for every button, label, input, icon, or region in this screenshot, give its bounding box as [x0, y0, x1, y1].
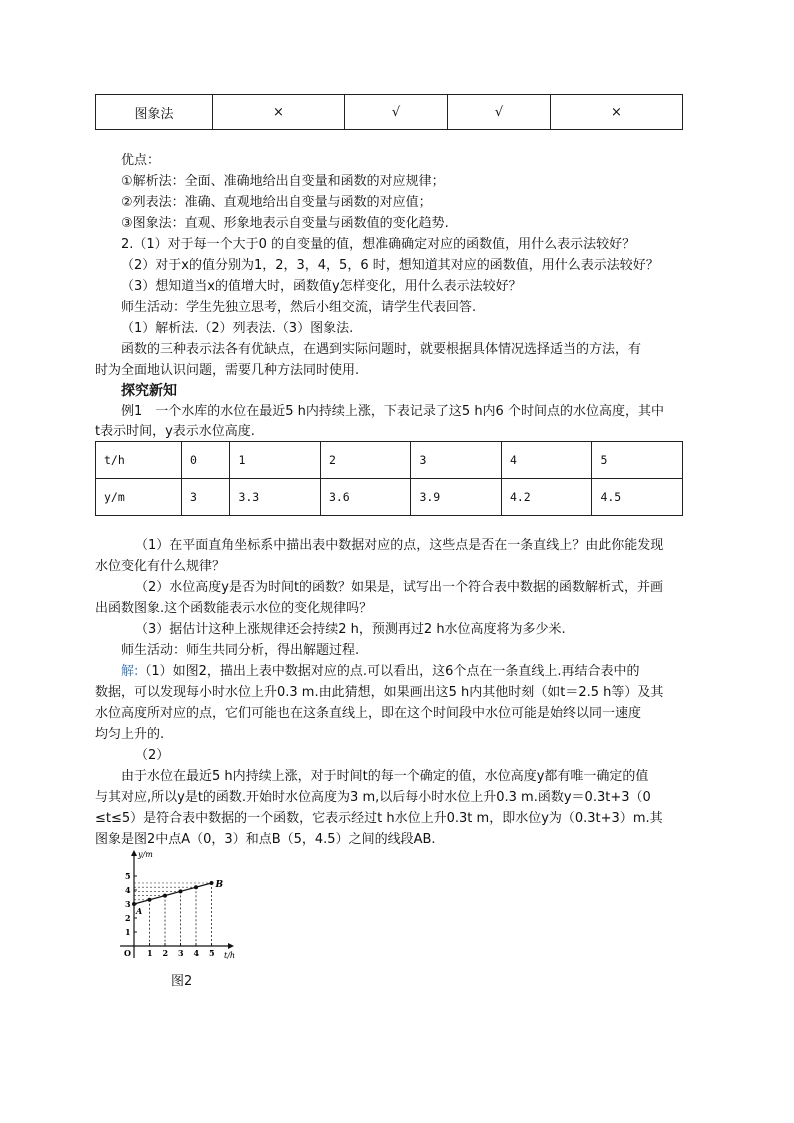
paragraph-line: 水位高度所对应的点，它们可能也在这条直线上，即在这个时间段中水位可能是始终以同一速度 [95, 706, 642, 721]
paragraph-line: （3）想知道当x的值增大时，函数值y怎样变化，用什么表示法较好？ [121, 279, 522, 294]
paragraph-line: 由于水位在最近5 h内持续上涨，对于时间t的每一个确定的值，水位高度y都有唯一确定的值 [121, 769, 649, 784]
paragraph-line: 图象是图2中点A（0，3）和点B（5，4.5）之间的线段AB. [95, 832, 436, 847]
table-cell: 4.2 [501, 479, 592, 516]
paragraph-line: （2）对于x的值分别为1，2，3，4，5，6 时，想知道其对应的函数值，用什么表示法较好？ [121, 258, 659, 273]
solution-label: 解: [121, 664, 139, 679]
table-cell: √ [447, 95, 550, 130]
paragraph-line: 师生活动：学生先独立思考，然后小组交流，请学生代表回答. [121, 300, 477, 315]
paragraph-line: 例1 一个水库的水位在最近5 h内持续上涨，下表记录了这5 h内6 个时间点的水位高度，其中 [121, 404, 664, 419]
representation-comparison-table [95, 94, 683, 130]
table-cell: 5 [592, 442, 683, 479]
x-axis-arrow [228, 943, 234, 949]
x-tick-label: 2 [162, 948, 169, 958]
paragraph-line: 2.（1）对于每一个大于0 的自变量的值，想准确确定对应的函数值，用什么表示法较好？ [121, 237, 636, 252]
graph-axes [120, 850, 235, 960]
paragraph-line: 出函数图象.这个函数能表示水位的变化规律吗？ [95, 601, 373, 616]
paragraph-line: 师生活动：师生共同分析，得出解题过程. [121, 643, 360, 658]
y-axis-arrow [131, 850, 137, 856]
table-row [96, 442, 683, 479]
table-cell: √ [344, 95, 447, 130]
row-label-cell: 图象法 [96, 95, 213, 130]
point-b-label: B [215, 880, 224, 890]
table-cell: × [213, 95, 345, 130]
paragraph-line: （1）解析法.（2）列表法.（3）图象法. [121, 321, 354, 336]
paragraph-line: （1）在平面直角坐标系中描出表中数据对应的点，这些点是否在一条直线上？由此你能发现 [135, 538, 664, 553]
y-tick-label: 5 [125, 871, 131, 881]
table-cell: × [551, 95, 683, 130]
paragraph-line: ②列表法：准确、直观地给出自变量与函数的对应值； [121, 195, 432, 210]
table-cell: 4.5 [592, 479, 683, 516]
figure-caption: 图2 [171, 974, 193, 989]
origin-label: O [124, 948, 131, 958]
row-header: t/h [96, 442, 182, 479]
table-cell: 0 [182, 442, 230, 479]
data-point [179, 889, 183, 893]
paragraph-line: （3）据估计这种上涨规律还会持续2 h，预测再过2 h水位高度将为多少米. [135, 622, 566, 637]
section-heading: 探究新知 [121, 383, 177, 399]
paragraph-line: t表示时间，y表示水位高度. [95, 424, 255, 439]
table-row [96, 479, 683, 516]
paragraph-line: ③图象法：直观、形象地表示自变量与函数值的变化趋势. [121, 216, 449, 231]
paragraph-line: 均匀上升的. [95, 727, 165, 742]
paragraph-line: 优点： [121, 153, 161, 168]
row-header: y/m [96, 479, 182, 516]
table-row [96, 95, 683, 130]
y-tick-label: 1 [125, 927, 131, 937]
table-cell: 4 [501, 442, 592, 479]
table-cell: 3.3 [230, 479, 321, 516]
paragraph-text: （1）如图2，描出上表中数据对应的点.可以看出，这6个点在一条直线上.再结合表中的 [138, 664, 640, 679]
data-point [148, 898, 152, 902]
water-level-graph [114, 846, 244, 964]
x-tick-label: 1 [147, 948, 153, 958]
paragraph-line: 与其对应,所以y是t的函数.开始时水位高度为3 m,以后每小时水位上升0.3 m.函数y＝0.3t+3（0 [95, 790, 651, 805]
segment-ab [134, 883, 212, 904]
table-cell: 3.6 [320, 479, 411, 516]
water-level-table [95, 441, 683, 516]
x-tick-label: 3 [178, 948, 184, 958]
y-tick-label: 4 [125, 885, 131, 895]
table-cell: 2 [320, 442, 411, 479]
table-cell: 3 [182, 479, 230, 516]
y-tick-label: 2 [125, 913, 131, 923]
data-point [210, 881, 214, 885]
y-tick-label: 3 [125, 899, 131, 909]
x-tick-label: 4 [193, 948, 200, 958]
table-cell: 3.9 [411, 479, 502, 516]
y-axis-label: y/m [138, 850, 153, 859]
paragraph-line: 函数的三种表示法各有优缺点，在遇到实际问题时，就要根据具体情况选择适当的方法，有 [121, 342, 642, 357]
paragraph-line [121, 663, 639, 681]
data-point [194, 885, 198, 889]
paragraph-line: （2）水位高度y是否为时间t的函数？如果是，试写出一个符合表中数据的函数解析式，并画 [135, 580, 664, 595]
paragraph-line: 水位变化有什么规律？ [95, 559, 226, 574]
table-cell: 3 [411, 442, 502, 479]
x-axis-label: t/h [224, 951, 236, 960]
paragraph-line: ①解析法：全面、准确地给出自变量和函数的对应规律； [121, 174, 445, 189]
graph-marks [132, 880, 224, 946]
data-point [163, 894, 167, 898]
paragraph-line: ≤t≤5）是符合表中数据的一个函数，它表示经过t h水位上升0.3t m，即水位y为（0.3t+3）m.其 [95, 811, 663, 826]
paragraph-line: （2） [135, 748, 170, 763]
point-a-label: A [136, 906, 143, 916]
x-tick-label: 5 [209, 948, 215, 958]
paragraph-line: 数据，可以发现每小时水位上升0.3 m.由此猜想，如果画出这5 h内其他时刻（如t＝2.5 h等）及其 [95, 685, 664, 700]
paragraph-line: 时为全面地认识问题，需要几种方法同时使用. [95, 363, 360, 378]
table-cell: 1 [230, 442, 321, 479]
